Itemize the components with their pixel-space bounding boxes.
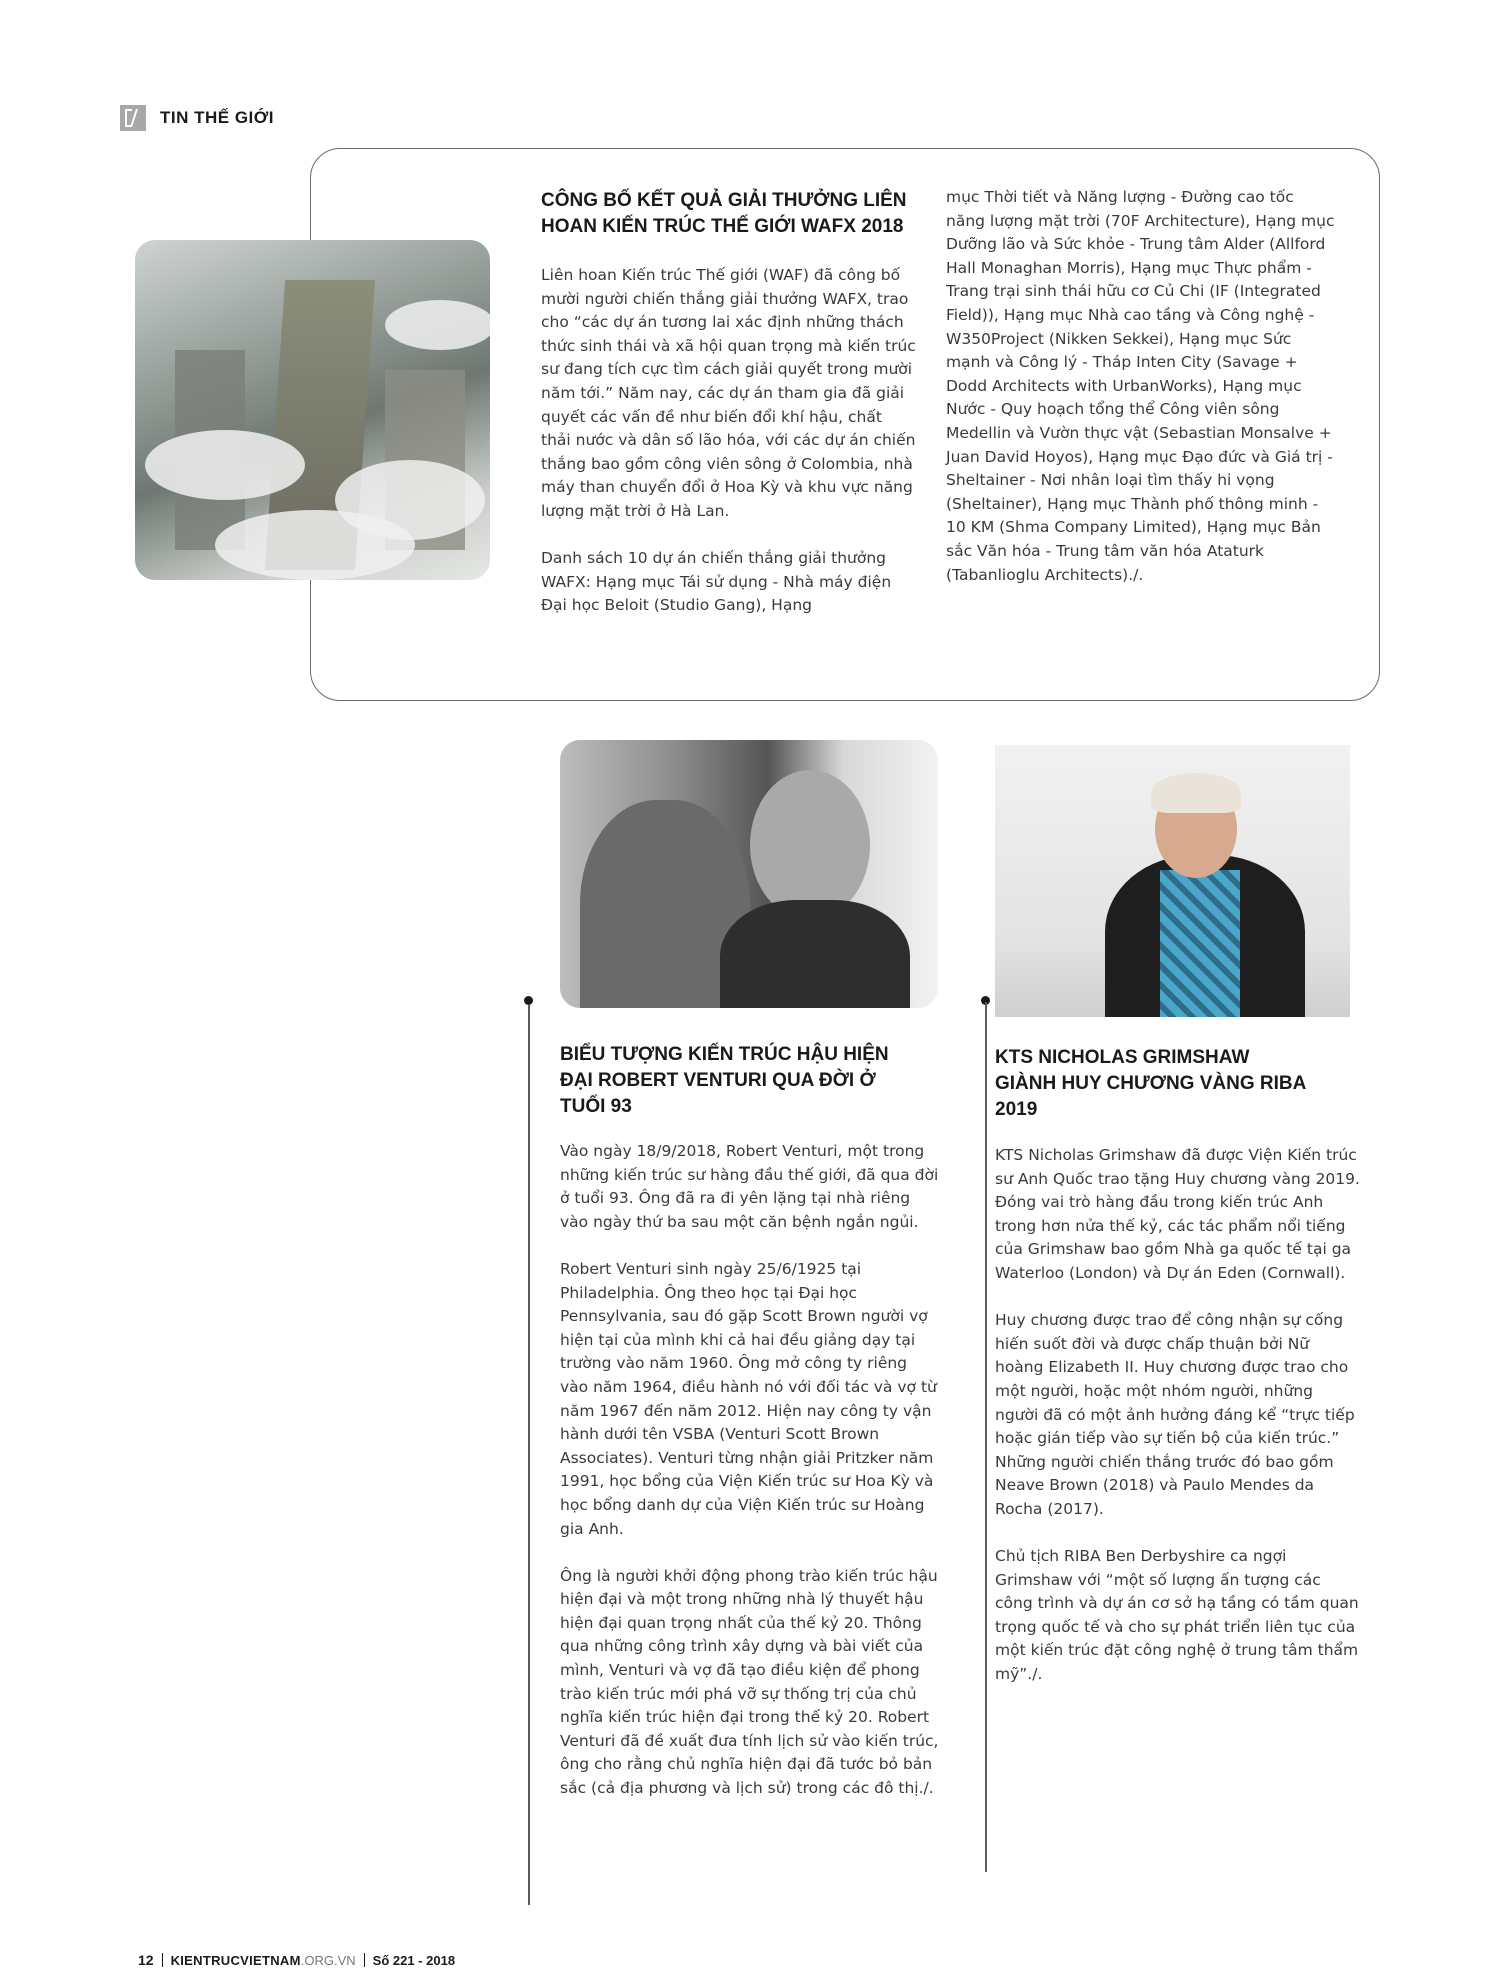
venturi-paragraph: Robert Venturi sinh ngày 25/6/1925 tại Philadelphia. Ông theo học tại Đại học Pennsylvania, sau đó gặp Scott Brown người vợ hiện tại của mình khi cả hai đều giảng dạy tại trường vào năm 1960. Ông mở công ty riêng vào năm 1964, điều hành nó với đối tác và vợ từ năm 1967 đến năm 2012. Hiện nay công ty vận hành dưới tên VSBA (Venturi Scott Brown Associates). Venturi từng nhận giải Pritzker năm 1991, học bổng của Viện Kiến trúc sư Hoa Kỳ và học bổng danh dự của Viện Kiến trúc sư Hoàng gia Anh. (560, 1259, 937, 1538)
wafx-body-col1 (541, 264, 916, 642)
venturi-paragraph: Vào ngày 18/9/2018, Robert Venturi, một trong những kiến trúc sư hàng đầu thế giới, đã qua đời ở tuổi 93. Ông đã ra đi yên lặng tại nhà riêng vào ngày thứ ba sau một căn bệnh ngắn ngủi. (560, 1142, 939, 1231)
grimshaw-paragraph: Chủ tịch RIBA Ben Derbyshire ca ngợi Grimshaw với “một số lượng ấn tượng các công trình và dự án cơ sở hạ tầng có tầm quan trọng quốc tế và cho sự phát triển liên tục của một kiến trúc đặt công nghệ ở trung tâm thẩm mỹ”./. (995, 1547, 1359, 1684)
wafx-photo (135, 240, 490, 580)
section-header (120, 105, 274, 131)
site-name: KIENTRUCVIETNAM (170, 1952, 301, 1968)
wafx-body-col2 (946, 186, 1336, 611)
wafx-paragraph: Danh sách 10 dự án chiến thắng giải thưởng WAFX: Hạng mục Tái sử dụng - Nhà máy điện Đại học Beloit (Studio Gang), Hạng (541, 549, 892, 615)
grimshaw-paragraph: Huy chương được trao để công nhận sự cống hiến suốt đời và được chấp thuận bởi Nữ hoàng Elizabeth II. Huy chương được trao cho một người, hoặc một nhóm người, những người đã có một ảnh hưởng đáng kể “trực tiếp hoặc gián tiếp vào sự tiến bộ của kiến trúc.” Những người chiến thắng trước đó bao gồm Neave Brown (2018) và Paulo Mendes da Rocha (2017). (995, 1311, 1355, 1518)
site-domain: .ORG.VN (300, 1952, 356, 1968)
issue-number: Số 221 - 2018 (372, 1952, 456, 1968)
page-number: 12 (138, 1952, 154, 1968)
page-footer (138, 1952, 455, 1968)
grimshaw-body (995, 1144, 1360, 1710)
grimshaw-title: KTS NICHOLAS GRIMSHAW GIÀNH HUY CHƯƠNG VÀNG RIBA 2019 (995, 1047, 1306, 1120)
section-title: TIN THẾ GIỚI (160, 108, 275, 127)
venturi-title: BIỂU TƯỢNG KIẾN TRÚC HẬU HIỆN ĐẠI ROBERT VENTURI QUA ĐỜI Ở TUỔI 93 (560, 1044, 889, 1117)
venturi-photo (560, 740, 938, 1008)
kt-logo-icon (120, 105, 146, 131)
grimshaw-paragraph: KTS Nicholas Grimshaw đã được Viện Kiến trúc sư Anh Quốc trao tặng Huy chương vàng 2019. Đóng vai trò hàng đầu trong kiến trúc Anh trong hơn nửa thế kỷ, các tác phẩm nổi tiếng của Grimshaw bao gồm Nhà ga quốc tế tại ga Waterloo (London) và Dự án Eden (Cornwall). (995, 1146, 1360, 1282)
wafx-paragraph: Liên hoan Kiến trúc Thế giới (WAF) đã công bố mười người chiến thắng giải thưởng WAFX, trao cho “các dự án tương lai xác định những thách thức sinh thái và xã hội quan trọng mà kiến trúc sư đang tích cực tìm cách giải quyết trong mười năm tới.” Năm nay, các dự án tham gia đã giải quyết các vấn đề như biến đổi khí hậu, chất thải nước và dân số lão hóa, với các dự án chiến thắng bao gồm công viên sông ở Colombia, nhà máy than chuyển đổi ở Hoa Kỳ và khu vực năng lượng mặt trời ở Hà Lan. (541, 266, 916, 520)
footer-separator (364, 1953, 365, 1967)
grimshaw-photo (995, 745, 1350, 1017)
wafx-title: CÔNG BỐ KẾT QUẢ GIẢI THƯỞNG LIÊN HOAN KIẾN TRÚC THẾ GIỚI WAFX 2018 (541, 190, 907, 237)
venturi-paragraph: Ông là người khởi động phong trào kiến trúc hậu hiện đại và một trong những nhà lý thuyết hậu hiện đại quan trọng nhất của thế kỷ 20. Thông qua những công trình xây dựng và bài viết của mình, Venturi và vợ đã tạo điều kiện để phong trào kiến trúc mới phá vỡ sự thống trị của chủ nghĩa kiến trúc hiện đại trong thế kỷ 20. Robert Venturi đã đề xuất đưa tính lịch sử vào kiến trúc, ông cho rằng chủ nghĩa hiện đại đã tước bỏ bản sắc (cả địa phương và lịch sử) trong các đô thị./. (560, 1566, 939, 1798)
column-divider-line (985, 1002, 987, 1872)
site-link[interactable] (171, 1953, 356, 1968)
footer-separator (162, 1953, 163, 1967)
column-divider-line (528, 1005, 530, 1905)
timeline-dot (524, 996, 533, 1005)
venturi-body (560, 1140, 940, 1824)
wafx-winners-continuation: mục Thời tiết và Năng lượng - Đường cao tốc năng lượng mặt trời (70F Architecture), Hạng mục Dưỡng lão và Sức khỏe - Trung tâm Alder (Allford Hall Monaghan Morris), Hạng mục Thực phẩm - Trang trại sinh thái hữu cơ Củ Chi (IF (Integrated Field)), Hạng mục Nhà cao tầng và Công nghệ - W350Project (Nikken Sekkei), Hạng mục Sức mạnh và Công lý - Tháp Inten City (Savage + Dodd Architects with UrbanWorks), Hạng mục Nước - Quy hoạch tổng thể Công viên sông Medellin và Vườn thực vật (Sebastian Monsalve + Juan David Hoyos), Hạng mục Đạo đức và Giá trị - Sheltainer - Nơi nhân loại tìm thấy hi vọng (Sheltainer), Hạng mục Thành phố thông minh - 10 KM (Shma Company Limited), Hạng mục Bản sắc Văn hóa - Trung tâm văn hóa Ataturk (Tabanlioglu Architects)./. (946, 188, 1335, 584)
